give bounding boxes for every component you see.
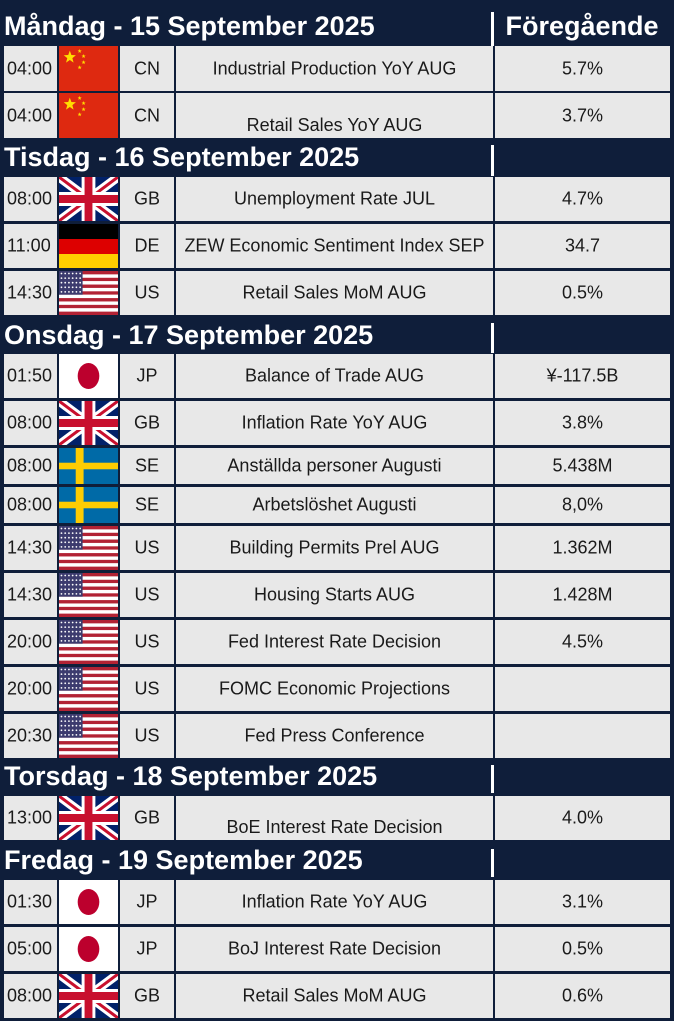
event-name-cell: [176, 620, 493, 664]
event-time: 14:30: [7, 584, 53, 605]
country-code: CN: [134, 58, 160, 78]
previous-value-cell: [495, 880, 670, 924]
uk-flag-icon: [59, 974, 118, 1018]
event-name: Retail Sales MoM AUG: [242, 282, 427, 303]
event-name-cell: [176, 93, 493, 138]
event-row: [4, 271, 670, 315]
event-time-cell: [4, 448, 57, 484]
event-name: Inflation Rate YoY AUG: [241, 891, 428, 912]
event-name-cell: [176, 573, 493, 617]
country-code-cell: [120, 526, 174, 570]
event-name: Inflation Rate YoY AUG: [241, 412, 428, 433]
event-time-cell: [4, 714, 57, 758]
us-flag-icon: [59, 573, 118, 617]
event-name: Industrial Production YoY AUG: [212, 58, 457, 78]
event-time: 08:00: [7, 188, 53, 209]
country-code-cell: [120, 487, 174, 523]
country-code-cell: [120, 620, 174, 664]
event-row: [4, 667, 670, 711]
event-row: [4, 354, 670, 398]
country-code-cell: [120, 667, 174, 711]
event-time-cell: [4, 620, 57, 664]
event-name-cell: [176, 487, 493, 523]
previous-value-cell: [495, 354, 670, 398]
event-name-cell: [176, 667, 493, 711]
event-time-cell: [4, 927, 57, 971]
event-name-cell: [176, 974, 493, 1018]
country-code-cell: [120, 573, 174, 617]
previous-value-cell: [495, 667, 670, 711]
country-code: US: [134, 537, 160, 558]
event-row: [4, 526, 670, 570]
event-row: [4, 620, 670, 664]
event-row: [4, 93, 670, 138]
event-time: 13:00: [7, 807, 53, 828]
column-divider: [491, 765, 494, 793]
event-time-cell: [4, 224, 57, 268]
event-name: Balance of Trade AUG: [244, 365, 425, 386]
uk-flag-icon: [59, 177, 118, 221]
previous-value-cell: [495, 487, 670, 523]
event-time-cell: [4, 401, 57, 445]
column-divider: [491, 145, 494, 176]
event-row: [4, 573, 670, 617]
country-code: US: [134, 584, 160, 605]
event-time: 01:30: [7, 891, 53, 912]
event-row: [4, 177, 670, 221]
column-divider: [491, 849, 494, 877]
country-code-cell: [120, 974, 174, 1018]
day-title: Fredag - 19 September 2025: [4, 845, 363, 875]
event-time-cell: [4, 271, 57, 315]
country-code: US: [134, 725, 160, 746]
event-name: ZEW Economic Sentiment Index SEP: [184, 235, 485, 256]
us-flag-icon: [59, 526, 118, 570]
event-row: [4, 714, 670, 758]
day-title: Tisdag - 16 September 2025: [4, 142, 360, 172]
day-header: [0, 843, 674, 877]
event-name: Fed Press Conference: [244, 725, 425, 746]
country-code: GB: [133, 412, 160, 433]
previous-value: 4.5%: [561, 631, 604, 652]
event-name-cell: [176, 271, 493, 315]
event-name: Retail Sales MoM AUG: [242, 985, 427, 1006]
event-time-cell: [4, 667, 57, 711]
day-header: [0, 6, 674, 46]
country-code-cell: [120, 93, 174, 138]
country-code: US: [134, 631, 160, 652]
event-time-cell: [4, 796, 57, 840]
event-name-cell: [176, 714, 493, 758]
country-code: SE: [134, 455, 159, 476]
event-time: 20:30: [7, 725, 53, 746]
event-time: 14:30: [7, 537, 53, 558]
event-name-cell: [176, 224, 493, 268]
event-name-cell: [176, 448, 493, 484]
previous-value-cell: [495, 46, 670, 91]
previous-value: 0.6%: [561, 985, 604, 1006]
event-name: BoJ Interest Rate Decision: [227, 938, 442, 959]
previous-value-cell: [495, 927, 670, 971]
previous-value-cell: [495, 93, 670, 138]
country-code-cell: [120, 448, 174, 484]
previous-value: 5.7%: [561, 58, 604, 78]
event-time-cell: [4, 880, 57, 924]
event-name: FOMC Economic Projections: [218, 678, 451, 699]
japan-flag-icon: [59, 927, 118, 971]
country-code: CN: [134, 105, 160, 125]
previous-value-cell: [495, 974, 670, 1018]
country-code-cell: [120, 714, 174, 758]
column-divider: [491, 12, 494, 46]
event-time-cell: [4, 177, 57, 221]
day-title: Måndag - 15 September 2025: [4, 11, 375, 41]
china-flag-icon: [59, 46, 118, 91]
country-code-cell: [120, 927, 174, 971]
uk-flag-icon: [59, 401, 118, 445]
japan-flag-icon: [59, 354, 118, 398]
country-code: JP: [136, 938, 158, 959]
previous-value-cell: [495, 796, 670, 840]
previous-value: 8,0%: [561, 494, 604, 515]
event-name-cell: [176, 177, 493, 221]
event-time: 11:00: [7, 235, 51, 256]
event-time: 14:30: [7, 282, 53, 303]
event-row: [4, 927, 670, 971]
event-row: [4, 448, 670, 484]
event-time-cell: [4, 487, 57, 523]
previous-value-cell: [495, 714, 670, 758]
country-code-cell: [120, 224, 174, 268]
day-title: Onsdag - 17 September 2025: [4, 320, 374, 350]
country-code: SE: [134, 494, 159, 515]
event-name: Anställda personer Augusti: [227, 455, 442, 476]
event-time-cell: [4, 46, 57, 91]
country-code-cell: [120, 271, 174, 315]
previous-value: 4.7%: [561, 188, 604, 209]
previous-value: 1.428M: [552, 584, 613, 605]
event-row: [4, 224, 670, 268]
event-name: Building Permits Prel AUG: [229, 537, 440, 558]
sweden-flag-icon: [59, 448, 118, 484]
country-code-cell: [120, 354, 174, 398]
previous-value-cell: [495, 224, 670, 268]
event-name: Fed Interest Rate Decision: [227, 631, 442, 652]
event-name: BoE Interest Rate Decision: [226, 817, 443, 837]
event-time-cell: [4, 354, 57, 398]
event-time-cell: [4, 93, 57, 138]
previous-value: 34.7: [564, 235, 601, 256]
japan-flag-icon: [59, 880, 118, 924]
event-name: Arbetslöshet Augusti: [252, 494, 417, 515]
previous-value: 3.1%: [561, 891, 604, 912]
country-code: GB: [133, 985, 160, 1006]
event-name-cell: [176, 927, 493, 971]
event-time: 05:00: [7, 938, 53, 959]
event-name-cell: [176, 526, 493, 570]
event-time: 20:00: [7, 678, 53, 699]
country-code: US: [134, 678, 160, 699]
column-divider: [491, 323, 494, 353]
previous-value-cell: [495, 177, 670, 221]
event-time: 04:00: [7, 105, 53, 125]
sweden-flag-icon: [59, 487, 118, 523]
event-name: Housing Starts AUG: [253, 584, 416, 605]
country-code: JP: [136, 365, 158, 386]
previous-value-cell: [495, 573, 670, 617]
country-code: US: [134, 282, 160, 303]
germany-flag-icon: [59, 224, 118, 268]
country-code-cell: [120, 401, 174, 445]
event-row: [4, 974, 670, 1018]
previous-value-cell: [495, 401, 670, 445]
previous-value-cell: [495, 526, 670, 570]
previous-value-cell: [495, 448, 670, 484]
event-time: 20:00: [7, 631, 53, 652]
previous-value: 0.5%: [561, 938, 604, 959]
event-time-cell: [4, 573, 57, 617]
event-name: Unemployment Rate JUL: [233, 188, 436, 209]
event-time: 01:50: [7, 365, 53, 386]
day-title: Torsdag - 18 September 2025: [4, 761, 378, 791]
event-row: [4, 880, 670, 924]
event-name-cell: [176, 880, 493, 924]
event-row: [4, 46, 670, 91]
event-row: [4, 796, 670, 840]
day-header: [0, 759, 674, 793]
country-code-cell: [120, 177, 174, 221]
event-time-cell: [4, 526, 57, 570]
event-time: 04:00: [7, 58, 53, 78]
previous-value: 5.438M: [552, 455, 613, 476]
us-flag-icon: [59, 714, 118, 758]
us-flag-icon: [59, 667, 118, 711]
event-name: Retail Sales YoY AUG: [246, 115, 423, 135]
day-header: [0, 317, 674, 353]
country-code-cell: [120, 796, 174, 840]
previous-value: ¥-117.5B: [546, 365, 619, 386]
previous-value-cell: [495, 271, 670, 315]
event-time-cell: [4, 974, 57, 1018]
country-code-cell: [120, 46, 174, 91]
previous-value: 0.5%: [561, 282, 604, 303]
previous-value-cell: [495, 620, 670, 664]
event-row: [4, 401, 670, 445]
event-name-cell: [176, 796, 493, 840]
us-flag-icon: [59, 271, 118, 315]
previous-value: 4.0%: [561, 807, 604, 828]
china-flag-icon: [59, 93, 118, 138]
us-flag-icon: [59, 620, 118, 664]
country-code: GB: [133, 807, 160, 828]
event-time: 08:00: [7, 494, 53, 515]
country-code: JP: [136, 891, 158, 912]
uk-flag-icon: [59, 796, 118, 840]
event-time: 08:00: [7, 455, 53, 476]
previous-value: 3.8%: [561, 412, 604, 433]
country-code-cell: [120, 880, 174, 924]
event-time: 08:00: [7, 985, 53, 1006]
previous-value: 3.7%: [561, 105, 604, 125]
event-row: [4, 487, 670, 523]
day-header: [0, 139, 674, 176]
event-name-cell: [176, 354, 493, 398]
event-name-cell: [176, 46, 493, 91]
previous-value: 1.362M: [552, 537, 613, 558]
country-code: GB: [133, 188, 160, 209]
event-name-cell: [176, 401, 493, 445]
country-code: DE: [134, 235, 160, 256]
previous-column-header: Föregående: [505, 11, 659, 41]
event-time: 08:00: [7, 412, 53, 433]
